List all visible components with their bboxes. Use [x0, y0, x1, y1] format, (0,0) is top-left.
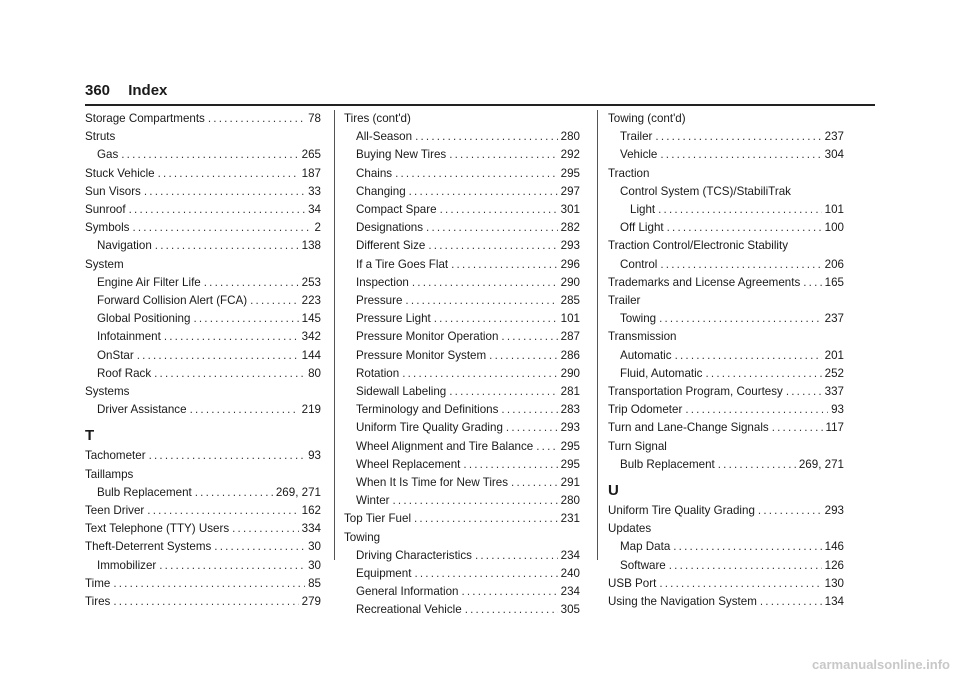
index-entry-page: 30 — [308, 558, 321, 572]
dot-leader — [511, 474, 558, 492]
dot-leader — [113, 575, 305, 593]
index-entry-page: 130 — [824, 576, 844, 590]
index-entry[interactable] — [344, 474, 580, 492]
index-entry-page: 234 — [560, 548, 580, 562]
column-divider — [597, 110, 598, 560]
index-entry-label: Sidewall Labeling — [356, 385, 447, 399]
dot-leader — [428, 237, 557, 255]
index-entry-page: 34 — [308, 203, 321, 217]
index-heading: Tires (cont'd) — [344, 112, 411, 125]
dot-leader — [159, 557, 305, 575]
index-heading: Struts — [85, 130, 116, 144]
dot-leader — [149, 447, 306, 465]
index-entry-label: OnStar — [97, 348, 134, 362]
index-heading: Traction Control/Electronic Stability — [608, 239, 788, 253]
index-entry[interactable] — [608, 219, 844, 237]
index-entry[interactable] — [85, 201, 321, 219]
dot-leader — [673, 538, 821, 556]
dot-leader — [412, 274, 558, 292]
index-entry-label: Pressure Monitor System — [356, 348, 487, 362]
index-entry[interactable] — [85, 310, 321, 328]
index-entry-page: 342 — [301, 330, 321, 344]
index-entry-label: Storage Compartments — [85, 112, 205, 125]
index-entry-label: Pressure Monitor Operation — [356, 330, 499, 344]
index-entry[interactable] — [344, 146, 580, 164]
index-entry-label: Pressure Light — [356, 312, 431, 326]
index-entry-label: Equipment — [356, 567, 412, 581]
dot-leader — [506, 419, 558, 437]
index-entry[interactable] — [344, 365, 580, 383]
index-entry[interactable] — [85, 165, 321, 183]
index-entry[interactable] — [608, 146, 844, 164]
dot-leader — [395, 165, 558, 183]
index-entry[interactable] — [608, 538, 844, 556]
dot-leader — [463, 456, 557, 474]
index-entry-label: Compact Spare — [356, 203, 437, 217]
index-entry-label: Designations — [356, 221, 424, 235]
index-heading: Towing (cont'd) — [608, 112, 686, 125]
index-entry[interactable] — [608, 256, 844, 274]
index-entry-page: 240 — [560, 567, 580, 581]
index-entry[interactable] — [85, 274, 321, 292]
index-entry-label: Software — [620, 558, 666, 572]
index-entry[interactable] — [608, 419, 844, 437]
dot-leader — [659, 575, 821, 593]
index-entry-label: Teen Driver — [85, 504, 145, 518]
index-entry[interactable] — [608, 365, 844, 383]
index-entry-page: 93 — [831, 403, 844, 417]
index-entry-label: Using the Navigation System — [608, 595, 757, 609]
index-heading: Systems — [85, 385, 130, 399]
dot-leader — [434, 310, 558, 328]
dot-leader — [655, 128, 821, 146]
index-entry-label: Sunroof — [85, 203, 126, 217]
dot-leader — [803, 274, 821, 292]
index-entry-label: Fluid, Automatic — [620, 366, 703, 380]
page-header — [85, 82, 167, 99]
index-entry-page: 80 — [308, 366, 321, 380]
dot-leader — [405, 292, 557, 310]
dot-leader — [147, 502, 298, 520]
index-entry-label: When It Is Time for New Tires — [356, 476, 509, 490]
index-entry-page: 290 — [560, 275, 580, 289]
dot-leader — [190, 401, 299, 419]
index-entry-page: 297 — [560, 184, 580, 198]
index-entry[interactable] — [85, 365, 321, 383]
dot-leader — [475, 547, 558, 565]
index-entry[interactable] — [85, 146, 321, 164]
index-entry-page: 283 — [560, 403, 580, 417]
index-heading: Updates — [608, 522, 652, 536]
dot-leader — [772, 419, 823, 437]
index-entry-label: Trailer — [620, 130, 653, 144]
index-heading: Transmission — [608, 330, 677, 344]
index-entry-label: Bulb Replacement — [97, 485, 192, 499]
index-entry-page: 117 — [825, 421, 844, 435]
index-entry[interactable] — [85, 593, 321, 611]
dot-leader — [718, 456, 796, 474]
index-entry-page: 101 — [560, 312, 580, 326]
index-entry[interactable] — [344, 438, 580, 456]
index-entry-page: 282 — [560, 221, 580, 235]
index-entry-label: Wheel Replacement — [356, 457, 461, 471]
index-entry-label: Vehicle — [620, 148, 658, 162]
index-entry-label: If a Tire Goes Flat — [356, 257, 449, 271]
dot-leader — [426, 219, 558, 237]
dot-leader — [164, 328, 299, 346]
index-entry-page: 291 — [560, 476, 580, 490]
index-entry[interactable] — [85, 401, 321, 419]
page-number: 360 — [85, 82, 111, 99]
index-entry-page: 219 — [301, 403, 321, 417]
dot-leader — [154, 365, 305, 383]
index-entry-page: 293 — [560, 239, 580, 253]
index-entry-label: Navigation — [97, 239, 152, 253]
dot-leader — [415, 128, 558, 146]
index-entry[interactable] — [344, 456, 580, 474]
index-entry-page: 265 — [301, 148, 321, 162]
index-entry-label: Driving Characteristics — [356, 548, 472, 562]
index-entry[interactable] — [85, 110, 321, 128]
index-entry-label: Forward Collision Alert (FCA) — [97, 294, 248, 308]
index-entry-page: 187 — [301, 166, 321, 180]
index-entry-page: 337 — [824, 385, 844, 399]
index-entry[interactable] — [344, 237, 580, 255]
index-entry[interactable] — [344, 165, 580, 183]
index-entry[interactable] — [608, 383, 844, 401]
index-entry[interactable] — [344, 128, 580, 146]
index-entry[interactable] — [608, 274, 844, 292]
index-heading: Trailer — [608, 294, 641, 308]
index-entry-page: 146 — [824, 540, 844, 554]
dot-leader — [451, 256, 558, 274]
index-entry-label: Stuck Vehicle — [85, 166, 155, 180]
index-entry[interactable] — [608, 557, 844, 575]
dot-leader — [440, 201, 558, 219]
dot-leader — [667, 219, 822, 237]
index-entry-label: Engine Air Filter Life — [97, 275, 201, 289]
dot-leader — [204, 274, 299, 292]
index-entry[interactable] — [85, 502, 321, 520]
index-entry[interactable] — [344, 256, 580, 274]
index-entry[interactable] — [608, 128, 844, 146]
index-entry[interactable] — [608, 310, 844, 328]
index-entry-label: Tires — [85, 595, 111, 609]
index-heading: Traction — [608, 166, 650, 180]
index-entry-label: Text Telephone (TTY) Users — [85, 522, 230, 536]
index-entry-label: Trademarks and License Agreements — [608, 275, 801, 289]
index-entry-page: 286 — [560, 348, 580, 362]
index-entry-page: 296 — [560, 257, 580, 271]
index-column-1 — [85, 110, 321, 611]
index-entry-label: Bulb Replacement — [620, 457, 715, 471]
index-entry-label: Wheel Alignment and Tire Balance — [356, 439, 534, 453]
index-entry[interactable] — [344, 547, 580, 565]
index-entry[interactable] — [608, 201, 844, 219]
index-entry-label: All-Season — [356, 130, 413, 144]
index-entry-page: 290 — [560, 366, 580, 380]
index-entry[interactable] — [85, 557, 321, 575]
index-entry[interactable] — [85, 484, 321, 502]
dot-leader — [414, 565, 557, 583]
index-entry-label: Trip Odometer — [608, 403, 683, 417]
index-entry-page: 145 — [301, 312, 321, 326]
dot-leader — [250, 292, 299, 310]
dot-leader — [414, 510, 558, 528]
index-entry-label: Turn and Lane-Change Signals — [608, 421, 769, 435]
dot-leader — [705, 365, 821, 383]
dot-leader — [669, 557, 822, 575]
index-entry-label: Gas — [97, 148, 119, 162]
index-entry-page: 2 — [314, 221, 321, 235]
dot-leader — [193, 310, 298, 328]
index-entry-label: Recreational Vehicle — [356, 603, 462, 617]
index-entry-label: Towing — [620, 312, 657, 326]
index-entry-page: 234 — [560, 585, 580, 599]
index-entry-page: 285 — [560, 294, 580, 308]
dot-leader — [129, 201, 305, 219]
index-entry-page: 78 — [308, 112, 321, 125]
index-entry-label: Uniform Tire Quality Grading — [608, 504, 755, 518]
index-entry[interactable] — [608, 401, 844, 419]
index-entry[interactable] — [344, 510, 580, 528]
index-heading: Taillamps — [85, 467, 134, 481]
section-letter: U — [608, 482, 619, 500]
index-entry-label: Rotation — [356, 366, 400, 380]
index-entry-label: Uniform Tire Quality Grading — [356, 421, 503, 435]
index-entry-page: 138 — [301, 239, 321, 253]
index-entry-page: 295 — [560, 457, 580, 471]
index-entry[interactable] — [85, 328, 321, 346]
index-entry[interactable] — [344, 347, 580, 365]
index-entry-label: Pressure — [356, 294, 403, 308]
index-entry-page: 301 — [560, 203, 580, 217]
index-entry[interactable] — [85, 447, 321, 465]
index-entry-label: Changing — [356, 184, 406, 198]
index-entry-page: 252 — [824, 366, 844, 380]
index-entry[interactable] — [608, 502, 844, 520]
index-entry-label: Different Size — [356, 239, 426, 253]
index-entry-page: 269, 271 — [275, 485, 321, 499]
index-entry[interactable] — [608, 347, 844, 365]
index-entry[interactable] — [85, 538, 321, 556]
dot-leader — [449, 146, 557, 164]
dot-leader — [489, 347, 558, 365]
index-entry-page: 33 — [308, 184, 321, 198]
dot-leader — [758, 502, 822, 520]
index-heading: Control System (TCS)/StabiliTrak — [620, 184, 791, 198]
index-entry[interactable] — [608, 456, 844, 474]
index-entry[interactable] — [344, 274, 580, 292]
index-entry[interactable] — [344, 328, 580, 346]
index-entry-page: 134 — [824, 595, 844, 609]
dot-leader — [132, 219, 311, 237]
dot-leader — [675, 347, 822, 365]
index-entry-label: Symbols — [85, 221, 130, 235]
dot-leader — [501, 328, 557, 346]
dot-leader — [760, 593, 822, 611]
index-entry-label: Tachometer — [85, 449, 146, 463]
dot-leader — [465, 601, 558, 619]
index-entry-page: 144 — [301, 348, 321, 362]
index-entry-label: Global Positioning — [97, 312, 191, 326]
index-entry[interactable] — [608, 575, 844, 593]
index-entry[interactable] — [344, 401, 580, 419]
index-entry-label: Transportation Program, Courtesy — [608, 385, 783, 399]
index-entry-page: 269, 271 — [798, 457, 844, 471]
index-entry[interactable] — [344, 601, 580, 619]
index-entry-page: 281 — [560, 385, 580, 399]
index-heading: Turn Signal — [608, 439, 667, 453]
index-entry-label: General Information — [356, 585, 459, 599]
index-entry-label: Map Data — [620, 540, 671, 554]
page-title: Index — [128, 82, 168, 99]
index-entry-page: 237 — [824, 130, 844, 144]
column-divider — [334, 110, 335, 560]
index-column-3 — [608, 110, 844, 611]
index-entry-page: 304 — [824, 148, 844, 162]
index-entry-page: 334 — [301, 522, 321, 536]
dot-leader — [195, 484, 273, 502]
index-entry-page: 295 — [560, 439, 580, 453]
index-entry-label: Control — [620, 257, 658, 271]
index-entry-page: 280 — [560, 494, 580, 508]
index-entry[interactable] — [344, 310, 580, 328]
index-entry-page: 85 — [308, 576, 321, 590]
index-entry-page: 305 — [560, 603, 580, 617]
dot-leader — [449, 383, 557, 401]
index-entry-label: Inspection — [356, 275, 409, 289]
dot-leader — [393, 492, 558, 510]
dot-leader — [214, 538, 305, 556]
index-entry[interactable] — [608, 593, 844, 611]
index-entry-page: 201 — [824, 348, 844, 362]
index-entry-page: 231 — [560, 512, 580, 526]
dot-leader — [208, 110, 305, 128]
index-entry-label: USB Port — [608, 576, 657, 590]
index-entry[interactable] — [344, 492, 580, 510]
index-entry[interactable] — [85, 219, 321, 237]
index-column-2 — [344, 110, 580, 620]
watermark: carmanualsonline.info — [812, 657, 950, 672]
index-entry[interactable] — [85, 347, 321, 365]
dot-leader — [660, 256, 821, 274]
dot-leader — [144, 183, 305, 201]
index-entry[interactable] — [344, 419, 580, 437]
dot-leader — [121, 146, 298, 164]
index-entry[interactable] — [85, 575, 321, 593]
index-entry-label: Immobilizer — [97, 558, 157, 572]
index-entry-page: 280 — [560, 130, 580, 144]
dot-leader — [536, 438, 557, 456]
index-entry-page: 287 — [560, 330, 580, 344]
index-entry-page: 162 — [301, 504, 321, 518]
index-entry-label: Infotainment — [97, 330, 161, 344]
index-entry-label: Off Light — [620, 221, 664, 235]
index-entry[interactable] — [344, 183, 580, 201]
index-entry-page: 293 — [824, 504, 844, 518]
index-heading: System — [85, 257, 124, 271]
index-entry[interactable] — [85, 237, 321, 255]
dot-leader — [660, 146, 821, 164]
dot-leader — [402, 365, 557, 383]
index-entry-label: Top Tier Fuel — [344, 512, 412, 526]
dot-leader — [137, 347, 299, 365]
index-entry-page: 165 — [824, 275, 844, 289]
index-entry-page: 126 — [824, 558, 844, 572]
header-rule — [85, 104, 875, 106]
index-entry-label: Theft-Deterrent Systems — [85, 540, 212, 554]
index-entry-label: Chains — [356, 166, 393, 180]
dot-leader — [658, 201, 822, 219]
index-entry-label: Roof Rack — [97, 366, 152, 380]
index-entry-label: Driver Assistance — [97, 403, 187, 417]
index-entry-label: Automatic — [620, 348, 672, 362]
index-heading: Towing — [344, 530, 381, 544]
index-entry[interactable] — [344, 583, 580, 601]
index-entry-page: 292 — [560, 148, 580, 162]
index-entry-label: Sun Visors — [85, 184, 141, 198]
index-entry-page: 237 — [824, 312, 844, 326]
index-entry-page: 206 — [824, 257, 844, 271]
index-entry[interactable] — [344, 383, 580, 401]
index-entry-label: Time — [85, 576, 111, 590]
index-entry-label: Winter — [356, 494, 390, 508]
index-entry-page: 101 — [824, 203, 844, 217]
dot-leader — [461, 583, 557, 601]
index-entry[interactable] — [344, 292, 580, 310]
index-entry-page: 223 — [301, 294, 321, 308]
index-entry[interactable] — [344, 565, 580, 583]
index-entry-page: 253 — [301, 275, 321, 289]
dot-leader — [685, 401, 828, 419]
dot-leader — [155, 237, 299, 255]
index-entry-label: Light — [630, 203, 656, 217]
index-entry-page: 279 — [301, 595, 321, 609]
dot-leader — [409, 183, 558, 201]
dot-leader — [158, 165, 299, 183]
section-letter: T — [85, 427, 95, 445]
index-entry[interactable] — [85, 183, 321, 201]
dot-leader — [786, 383, 822, 401]
dot-leader — [501, 401, 557, 419]
index-entry-page: 295 — [560, 166, 580, 180]
index-entry-label: Terminology and Definitions — [356, 403, 499, 417]
index-entry[interactable] — [344, 219, 580, 237]
index-entry[interactable] — [344, 201, 580, 219]
dot-leader — [659, 310, 822, 328]
index-entry-page: 93 — [308, 449, 321, 463]
index-entry[interactable] — [85, 520, 321, 538]
index-entry-label: Buying New Tires — [356, 148, 447, 162]
index-entry-page: 30 — [308, 540, 321, 554]
dot-leader — [232, 520, 299, 538]
index-entry-page: 293 — [560, 421, 580, 435]
dot-leader — [113, 593, 298, 611]
index-entry-page: 100 — [824, 221, 844, 235]
index-entry[interactable] — [85, 292, 321, 310]
